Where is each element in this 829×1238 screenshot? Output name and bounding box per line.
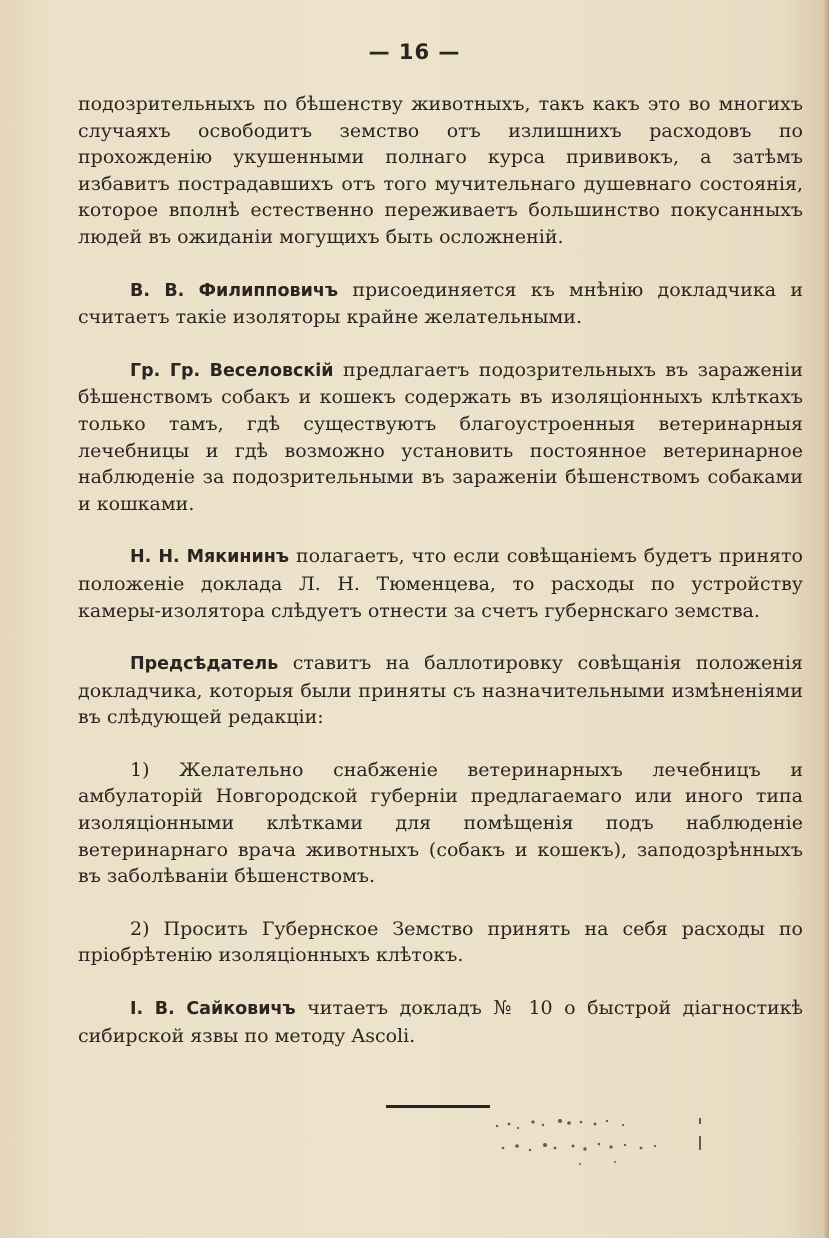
page-edge-shadow bbox=[823, 0, 829, 1238]
paragraph-6 bbox=[78, 757, 803, 890]
paragraph-text: ставитъ на баллотировку совѣщанія положенія докладчика, которыя были приняты съ назначительными измѣненіями въ слѣдующей редакціи: bbox=[78, 652, 803, 729]
speaker-name: Н. Н. Мякининъ bbox=[130, 547, 290, 568]
paragraph-text: 1) Желательно снабженіе ветеринарныхъ лечебницъ и амбулаторій Новгородской губерніи предлагаемаго или иного типа изоляціонными клѣтками для помѣщенія подъ наблюденіе ветеринарнаго врача животныхъ (собакъ и кошекъ), заподозрѣнныхъ въ заболѣваніи бѣшенствомъ. bbox=[78, 758, 803, 888]
paragraph-1 bbox=[78, 91, 803, 251]
faded-stamp-mark bbox=[485, 1112, 710, 1170]
end-rule bbox=[386, 1105, 490, 1108]
paragraph-5 bbox=[78, 650, 803, 731]
paragraph-3 bbox=[78, 357, 803, 518]
speaker-name: Гр. Гр. Веселовскій bbox=[130, 360, 334, 381]
speaker-name: Предсѣдатель bbox=[130, 654, 279, 675]
paragraph-text: присоединяется къ мнѣнію докладчика и считаетъ такіе изоляторы крайне желательными. bbox=[78, 278, 803, 329]
paragraph-7 bbox=[78, 916, 803, 969]
page-body bbox=[78, 91, 803, 1049]
paragraph-text: полагаетъ, что если совѣщаніемъ будетъ принято положеніе доклада Л. Н. Тюменцева, то расходы по устройству камеры-изолятора слѣдуетъ отнести за счетъ губернскаго земства. bbox=[78, 545, 803, 622]
paragraph-text: предлагаетъ подозрительныхъ въ зараженіи бѣшенствомъ собакъ и кошекъ содержать въ изоляціонныхъ клѣткахъ только тамъ, гдѣ существуютъ благоустроенныя ветеринарныя лечебницы и гдѣ возможно установить постоянное ветеринарное наблюденіе за подозрительными въ зараженіи бѣшенствомъ собаками и кошками. bbox=[78, 358, 803, 515]
speaker-name: І. В. Сайковичъ bbox=[130, 999, 296, 1020]
paragraph-text: читаетъ докладъ № 10 о быстрой діагностикѣ сибирской язвы по методу Ascoli. bbox=[78, 997, 803, 1047]
paragraph-2 bbox=[78, 277, 803, 331]
page-number: — 16 — bbox=[368, 40, 461, 64]
paragraph-text: 2) Просить Губернское Земство принять на себя расходы по пріобрѣтенію изоляціонныхъ клѣтокъ. bbox=[78, 917, 803, 967]
paragraph-4 bbox=[78, 543, 803, 624]
speaker-name: В. В. Филипповичъ bbox=[130, 280, 339, 301]
paragraph-text: подозрительныхъ по бѣшенству животныхъ, такъ какъ это во многихъ случаяхъ освободитъ земство отъ излишнихъ расходовъ по прохожденію укушенными полнаго курса прививокъ, а затѣмъ избавитъ пострадавшихъ отъ того мучительнаго душевнаго состоянія, которое вполнѣ естественно переживаетъ большинство покусанныхъ людей въ ожиданіи могущихъ быть осложненій. bbox=[78, 93, 803, 248]
paragraph-8 bbox=[78, 995, 803, 1049]
